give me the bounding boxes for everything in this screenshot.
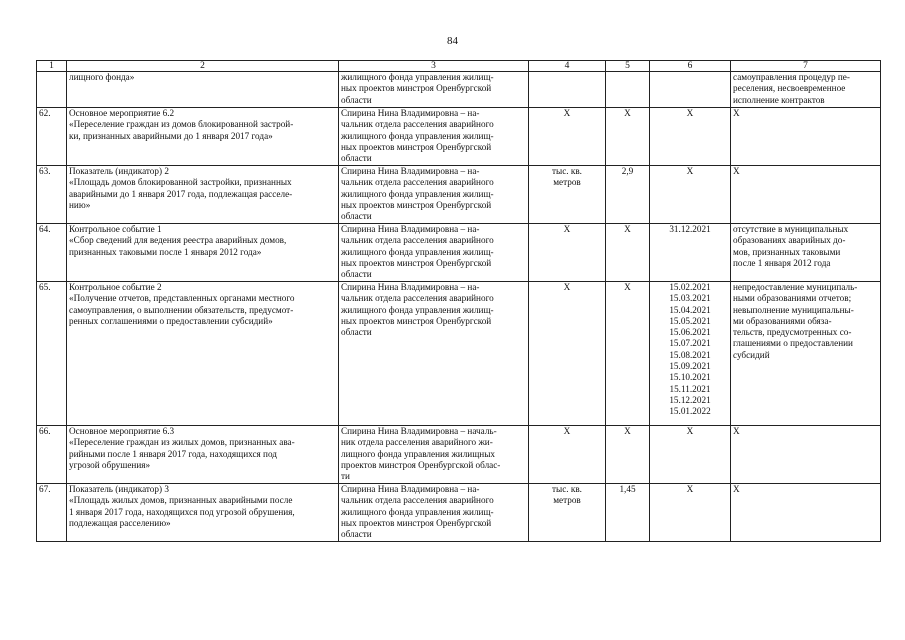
risk-description-line: непредоставление муниципаль- bbox=[733, 282, 858, 292]
responsible-person bbox=[339, 108, 529, 166]
deadline-dates-line: 15.03.2021 bbox=[669, 293, 711, 304]
responsible-person-line: ных проектов минстроя Оренбургской bbox=[341, 199, 492, 210]
unit-of-measure-line: метров bbox=[553, 495, 581, 506]
risk-description bbox=[731, 166, 881, 224]
responsible-person-line: чальник отдела расселения аварийного bbox=[341, 119, 494, 130]
responsible-person-line: ных проектов минстроя Оренбургской bbox=[341, 83, 492, 94]
risk-description-line: мов, признанных таковыми bbox=[733, 246, 841, 257]
event-name bbox=[67, 224, 339, 282]
risk-description-line: субсидий bbox=[733, 349, 770, 360]
event-name bbox=[67, 282, 339, 426]
responsible-person-line: жилищного фонда управления жилищ- bbox=[341, 506, 494, 517]
unit-of-measure-line: тыс. кв. bbox=[552, 484, 582, 494]
unit-of-measure bbox=[529, 72, 606, 108]
deadline-dates-line: 15.09.2021 bbox=[669, 361, 711, 372]
responsible-person-line: области bbox=[341, 153, 372, 164]
event-name bbox=[67, 72, 339, 108]
header-cell: 3 bbox=[339, 61, 529, 72]
responsible-person-line: Спирина Нина Владимировна – на- bbox=[341, 282, 480, 292]
risk-description-line: самоуправления процедур пе- bbox=[733, 72, 850, 82]
responsible-person-line: Спирина Нина Владимировна – на- bbox=[341, 224, 480, 234]
deadline-dates-line: 15.12.2021 bbox=[669, 394, 711, 405]
header-cell: 5 bbox=[606, 61, 650, 72]
unit-of-measure bbox=[529, 166, 606, 224]
deadline-dates bbox=[650, 426, 731, 484]
unit-of-measure-line: метров bbox=[553, 177, 581, 188]
deadline-dates bbox=[650, 72, 731, 108]
row-number: 63. bbox=[37, 166, 67, 224]
event-name-line: 1 января 2017 года, находящихся под угрозой обрушения, bbox=[69, 506, 295, 517]
deadline-dates-line: 15.04.2021 bbox=[669, 304, 711, 315]
indicator-value bbox=[606, 72, 650, 108]
unit-of-measure-line: X bbox=[563, 282, 571, 292]
indicator-value: X bbox=[606, 224, 650, 282]
deadline-dates-line: 15.06.2021 bbox=[669, 327, 711, 338]
header-cell: 1 bbox=[37, 61, 67, 72]
deadline-dates-line: 15.07.2021 bbox=[669, 338, 711, 349]
deadline-dates-line: 15.01.2022 bbox=[669, 406, 711, 417]
event-name-line: Показатель (индикатор) 3 bbox=[69, 484, 169, 494]
event-name bbox=[67, 108, 339, 166]
responsible-person-line: Спирина Нина Владимировна – на- bbox=[341, 484, 480, 494]
indicator-value: X bbox=[606, 282, 650, 426]
event-name-line: Контрольное событие 2 bbox=[69, 282, 162, 292]
risk-description-line: X bbox=[733, 108, 740, 118]
deadline-dates-line: 15.02.2021 bbox=[669, 282, 711, 292]
event-name bbox=[67, 426, 339, 484]
responsible-person-line: лищного фонда управления жилищных bbox=[341, 448, 495, 459]
header-cell: 6 bbox=[650, 61, 731, 72]
responsible-person-line: чальник отдела расселения аварийного bbox=[341, 495, 494, 506]
risk-description-line: X bbox=[733, 426, 740, 436]
unit-of-measure bbox=[529, 108, 606, 166]
responsible-person bbox=[339, 72, 529, 108]
event-name-line: подлежащая расселению» bbox=[69, 517, 171, 528]
deadline-dates bbox=[650, 166, 731, 224]
responsible-person-line: ных проектов минстроя Оренбургской bbox=[341, 315, 492, 326]
responsible-person bbox=[339, 282, 529, 426]
deadline-dates-line: 15.10.2021 bbox=[669, 372, 711, 383]
risk-description bbox=[731, 108, 881, 166]
responsible-person-line: области bbox=[341, 327, 372, 338]
responsible-person-line: жилищного фонда управления жилищ- bbox=[341, 188, 494, 199]
responsible-person bbox=[339, 426, 529, 484]
deadline-dates-line: X bbox=[686, 166, 694, 176]
header-row bbox=[37, 61, 881, 72]
page-number: 84 bbox=[447, 35, 458, 47]
risk-description-line: отсутствие в муниципальных bbox=[733, 224, 849, 234]
row-number: 65. bbox=[37, 282, 67, 426]
responsible-person-line: жилищного фонда управления жилищ- bbox=[341, 72, 494, 82]
responsible-person-line: чальник отдела расселения аварийного bbox=[341, 293, 494, 304]
responsible-person-line: чальник отдела расселения аварийного bbox=[341, 177, 494, 188]
table-row bbox=[37, 166, 881, 224]
responsible-person bbox=[339, 484, 529, 542]
unit-of-measure bbox=[529, 426, 606, 484]
event-name-line: «Переселение граждан из домов блокированной застрой- bbox=[69, 119, 294, 130]
table-row bbox=[37, 484, 881, 542]
responsible-person-line: чальник отдела расселения аварийного bbox=[341, 235, 494, 246]
risk-description-line: ми образованиями обяза- bbox=[733, 315, 832, 326]
responsible-person bbox=[339, 224, 529, 282]
event-name-line: признанных таковыми после 1 января 2012 года» bbox=[69, 246, 262, 257]
event-name-line: рийными после 1 января 2017 года, находящихся под bbox=[69, 448, 277, 459]
risk-description-line: тельств, предусмотренных со- bbox=[733, 327, 852, 338]
deadline-dates-line: X bbox=[686, 484, 694, 494]
responsible-person-line: области bbox=[341, 269, 372, 280]
event-name-line: Контрольное событие 1 bbox=[69, 224, 162, 234]
risk-description-line: после 1 января 2012 года bbox=[733, 257, 831, 268]
unit-of-measure-line: X bbox=[563, 224, 571, 234]
risk-description-line: образованиях аварийных до- bbox=[733, 235, 846, 246]
event-name bbox=[67, 166, 339, 224]
event-name-line: нию» bbox=[69, 199, 91, 210]
responsible-person-line: области bbox=[341, 211, 372, 222]
responsible-person-line: проектов минстроя Оренбургской облас- bbox=[341, 459, 501, 470]
indicator-value: 2,9 bbox=[606, 166, 650, 224]
indicator-value: X bbox=[606, 426, 650, 484]
event-name-line: ренных соглашениями о предоставлении субсидий» bbox=[69, 315, 273, 326]
unit-of-measure-line: X bbox=[563, 108, 571, 118]
risk-description-line: глашениями о предоставлении bbox=[733, 338, 853, 349]
risk-description bbox=[731, 426, 881, 484]
deadline-dates bbox=[650, 484, 731, 542]
event-name-line: Показатель (индикатор) 2 bbox=[69, 166, 169, 176]
responsible-person-line: жилищного фонда управления жилищ- bbox=[341, 304, 494, 315]
event-name-line: самоуправления, о выполнении обязательств, предусмот- bbox=[69, 304, 294, 315]
header-cell: 7 bbox=[731, 61, 881, 72]
indicator-value: 1,45 bbox=[606, 484, 650, 542]
unit-of-measure-line: тыс. кв. bbox=[552, 166, 582, 176]
header-cell: 2 bbox=[67, 61, 339, 72]
deadline-dates bbox=[650, 108, 731, 166]
row-number: 62. bbox=[37, 108, 67, 166]
event-name-line: ки, признанных аварийными до 1 января 2017 года» bbox=[69, 130, 273, 141]
program-table bbox=[36, 60, 881, 542]
header-cell: 4 bbox=[529, 61, 606, 72]
unit-of-measure-line: X bbox=[563, 426, 571, 436]
table-row bbox=[37, 282, 881, 426]
event-name-line: лищного фонда» bbox=[69, 72, 135, 82]
responsible-person-line: Спирина Нина Владимировна – на- bbox=[341, 108, 480, 118]
risk-description bbox=[731, 224, 881, 282]
deadline-dates-line: 31.12.2021 bbox=[669, 224, 711, 234]
risk-description-line: X bbox=[733, 484, 740, 494]
risk-description-line: исполнение контрактов bbox=[733, 94, 825, 105]
deadline-dates bbox=[650, 224, 731, 282]
event-name-line: аварийными до 1 января 2017 года, подлежащая расселе- bbox=[69, 188, 293, 199]
event-name bbox=[67, 484, 339, 542]
responsible-person bbox=[339, 166, 529, 224]
risk-description-line: ными образованиями отчетов; bbox=[733, 293, 852, 304]
deadline-dates-line: X bbox=[686, 108, 694, 118]
row-number: 67. bbox=[37, 484, 67, 542]
responsible-person-line: жилищного фонда управления жилищ- bbox=[341, 130, 494, 141]
table-row bbox=[37, 426, 881, 484]
row-number bbox=[37, 72, 67, 108]
risk-description bbox=[731, 484, 881, 542]
table-row bbox=[37, 72, 881, 108]
indicator-value: X bbox=[606, 108, 650, 166]
risk-description-line: невыполнение муниципальны- bbox=[733, 304, 854, 315]
event-name-line: «Сбор сведений для ведения реестра аварийных домов, bbox=[69, 235, 287, 246]
unit-of-measure bbox=[529, 484, 606, 542]
unit-of-measure bbox=[529, 282, 606, 426]
unit-of-measure bbox=[529, 224, 606, 282]
risk-description bbox=[731, 72, 881, 108]
row-number: 66. bbox=[37, 426, 67, 484]
deadline-dates-line: 15.08.2021 bbox=[669, 349, 711, 360]
deadline-dates-line: 15.05.2021 bbox=[669, 315, 711, 326]
responsible-person-line: Спирина Нина Владимировна – началь- bbox=[341, 426, 497, 436]
responsible-person-line: ных проектов минстроя Оренбургской bbox=[341, 517, 492, 528]
responsible-person-line: ти bbox=[341, 471, 350, 482]
responsible-person-line: ных проектов минстроя Оренбургской bbox=[341, 257, 492, 268]
deadline-dates-line: X bbox=[686, 426, 694, 436]
event-name-line: Основное мероприятие 6.2 bbox=[69, 108, 175, 118]
responsible-person-line: ных проектов минстроя Оренбургской bbox=[341, 141, 492, 152]
row-number: 64. bbox=[37, 224, 67, 282]
deadline-dates-line: 15.11.2021 bbox=[669, 383, 711, 394]
deadline-dates bbox=[650, 282, 731, 426]
event-name-line: угрозой обрушения» bbox=[69, 459, 151, 470]
responsible-person-line: области bbox=[341, 529, 372, 540]
event-name-line: «Площадь жилых домов, признанных аварийными после bbox=[69, 495, 293, 506]
event-name-line: «Получение отчетов, представленных органами местного bbox=[69, 293, 295, 304]
responsible-person-line: ник отдела расселения аварийного жи- bbox=[341, 437, 493, 448]
risk-description bbox=[731, 282, 881, 426]
table-row bbox=[37, 224, 881, 282]
event-name-line: Основное мероприятие 6.3 bbox=[69, 426, 175, 436]
event-name-line: «Переселение граждан из жилых домов, признанных ава- bbox=[69, 437, 295, 448]
event-name-line: «Площадь домов блокированной застройки, признанных bbox=[69, 177, 292, 188]
responsible-person-line: Спирина Нина Владимировна – на- bbox=[341, 166, 480, 176]
responsible-person-line: жилищного фонда управления жилищ- bbox=[341, 246, 494, 257]
risk-description-line: X bbox=[733, 166, 740, 176]
responsible-person-line: области bbox=[341, 94, 372, 105]
risk-description-line: реселения, несвоевременное bbox=[733, 83, 846, 94]
table-row bbox=[37, 108, 881, 166]
